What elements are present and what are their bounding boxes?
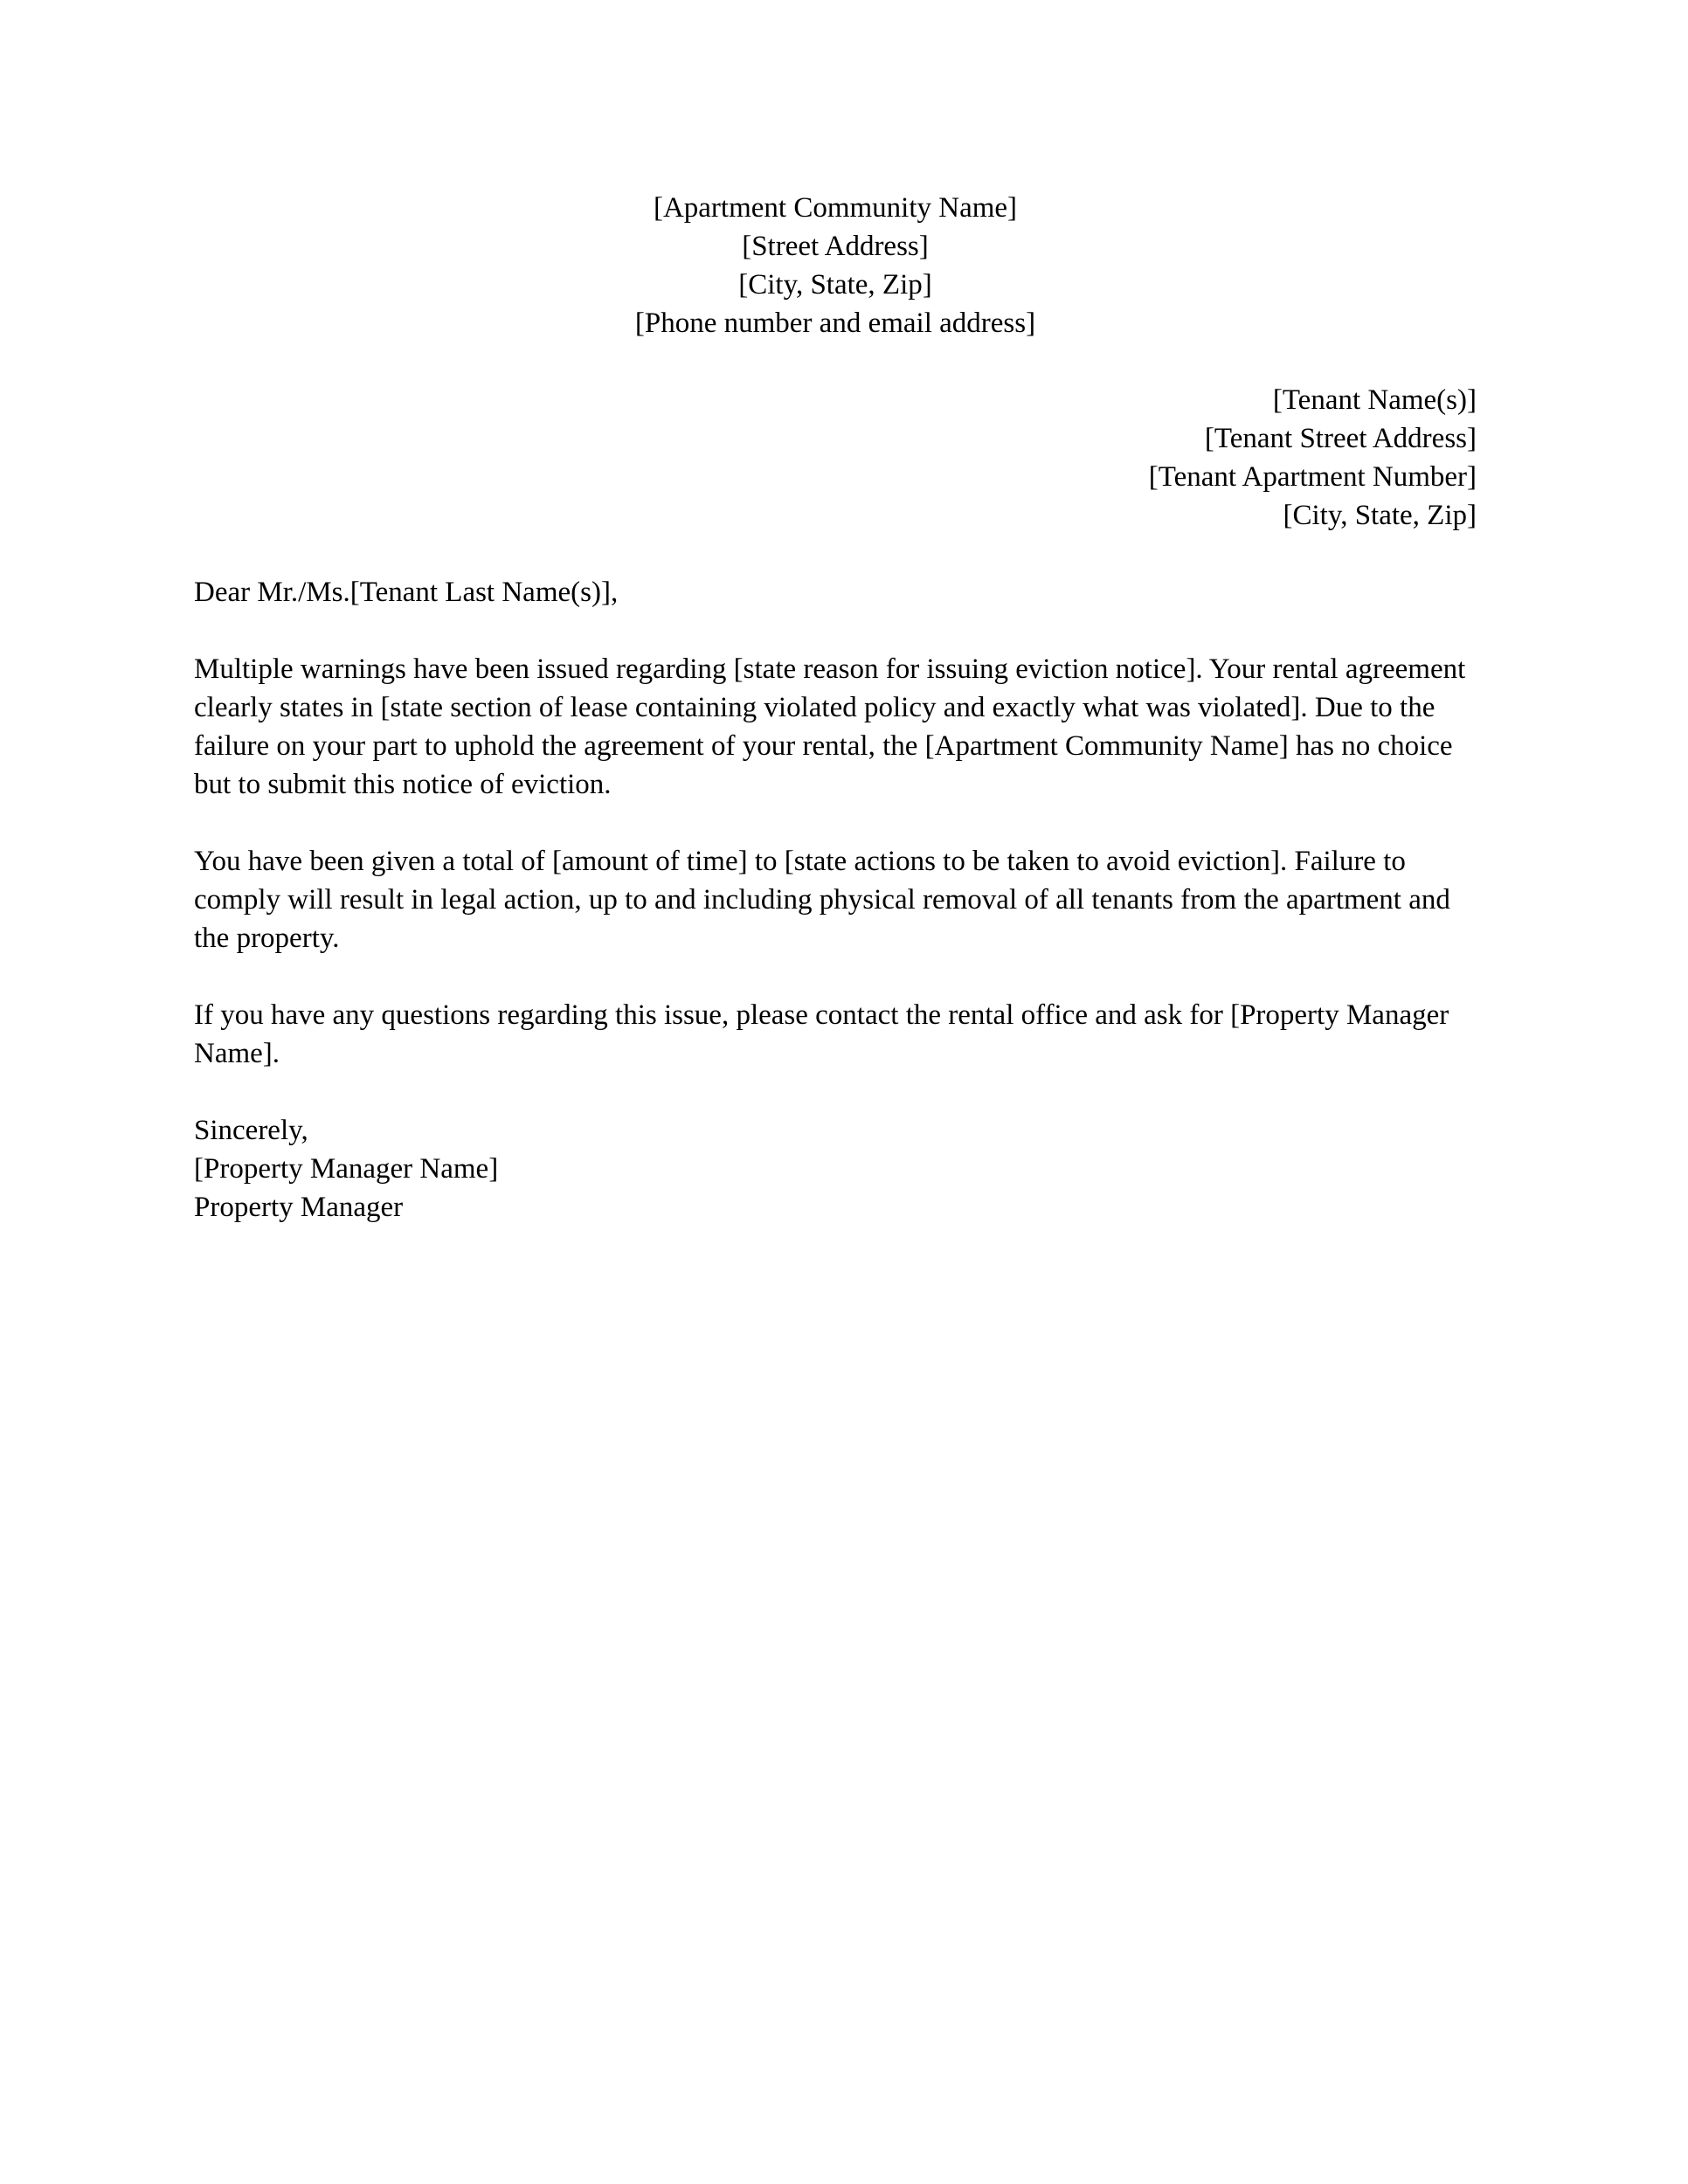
closing-valediction: Sincerely, [194,1115,308,1146]
recipient-tenant-street-address: [Tenant Street Address] [1204,423,1477,454]
letterhead-community-name: [Apartment Community Name] [653,192,1018,224]
recipient-city-state-zip: [City, State, Zip] [1283,500,1477,531]
closing-signer-title: Property Manager [194,1192,404,1223]
letterhead-street-address: [Street Address] [742,231,929,262]
body-paragraph-3: If you have any questions regarding this issue, please contact the rental office and ask for [Property Manager Name]. [194,999,1449,1069]
body-paragraph-2: You have been given a total of [amount of time] to [state actions to be taken to avoid eviction]. Failure to comply will result in legal action, up to and including physical removal of all tenants from the apartment and the property. [194,846,1450,954]
spacer-after-letterhead [194,342,1477,381]
body-paragraph-1: Multiple warnings have been issued regarding [state reason for issuing eviction notice]. Your rental agreement clearly states in [state section of lease containing violated policy and exactly what was violated]. Due to the failure on your part to uphold the agreement of your rental, the [Apartment Community Name] has no choice but to submit this notice of eviction. [194,653,1466,800]
letterhead-phone-email: [Phone number and email address] [634,308,1036,339]
recipient-block [194,381,1477,535]
letter-content [194,189,1477,1227]
spacer-after-paragraph-1 [194,804,1477,842]
recipient-tenant-apartment-number: [Tenant Apartment Number] [1148,461,1477,493]
letterhead-city-state-zip: [City, State, Zip] [738,269,932,301]
spacer-after-paragraph-3 [194,1073,1477,1111]
spacer-after-salutation [194,612,1477,650]
spacer-after-recipient [194,535,1477,573]
salutation-line: Dear Mr./Ms.[Tenant Last Name(s)], [194,577,619,608]
closing-signer-name: [Property Manager Name] [194,1153,499,1185]
spacer-after-paragraph-2 [194,957,1477,996]
recipient-tenant-name: [Tenant Name(s)] [1272,384,1477,416]
letterhead-block [194,189,1477,342]
closing-block [194,1111,1477,1227]
